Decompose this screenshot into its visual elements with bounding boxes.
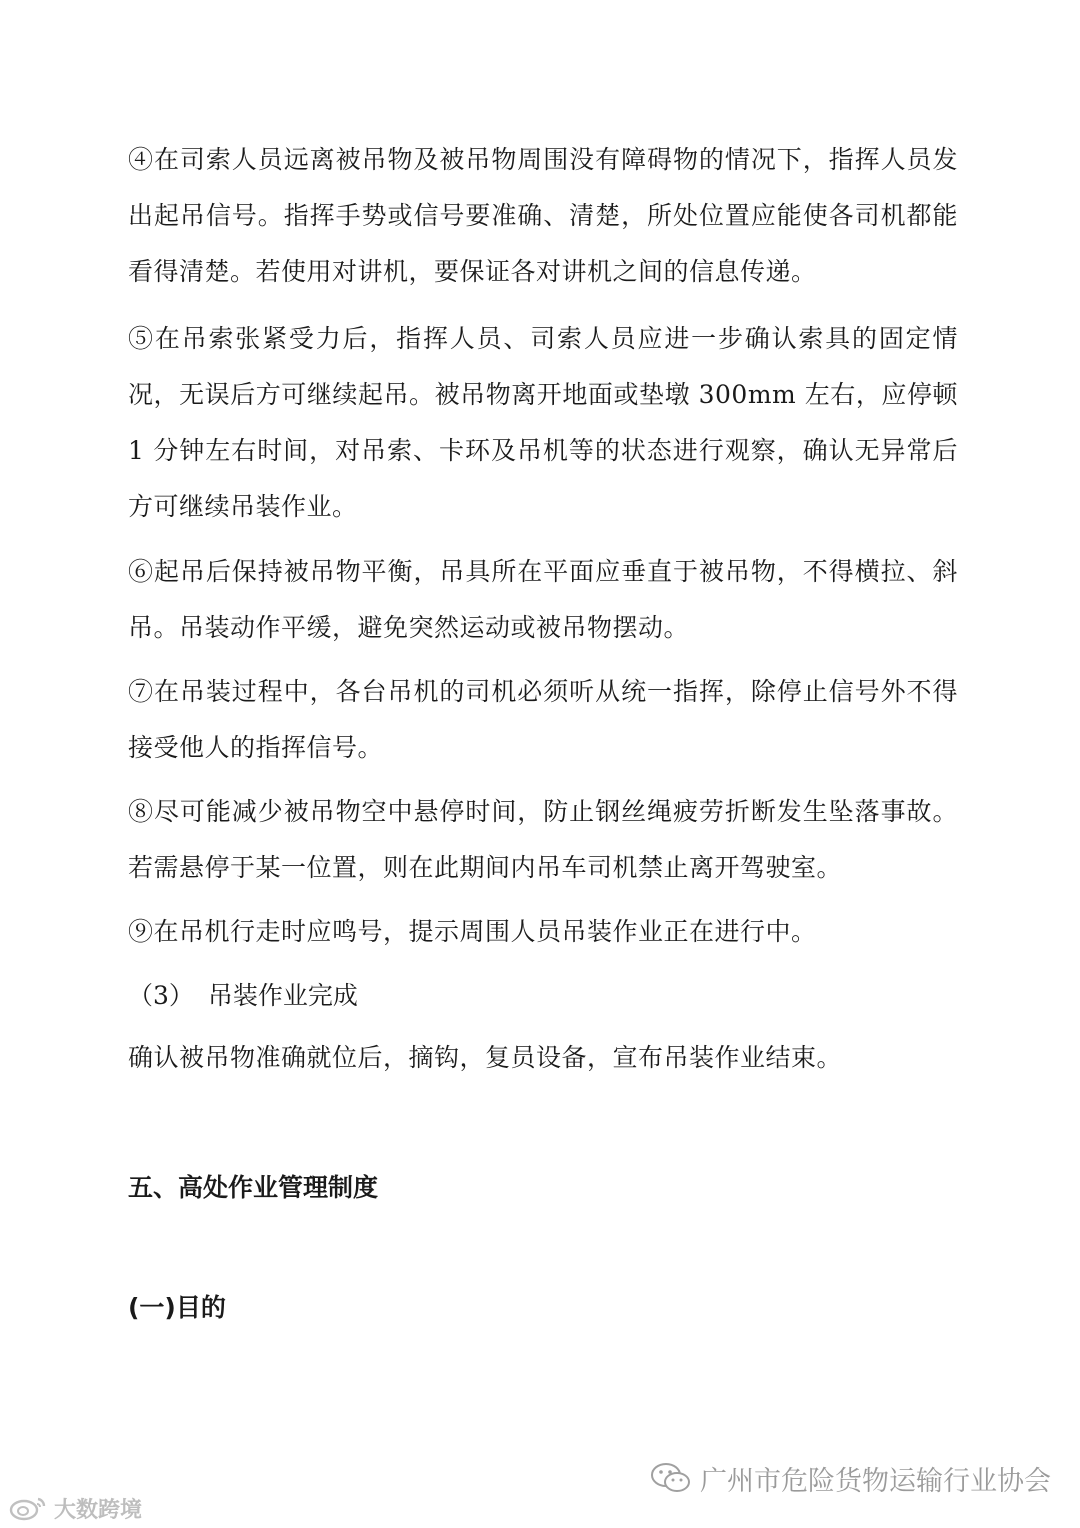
subsection-heading (128, 976, 358, 1016)
section-heading: 五、高处作业管理制度 (128, 1173, 379, 1202)
paragraph-item-4: ④在司索人员远离被吊物及被吊物周围没有障碍物的情况下，指挥人员发出起吊信号。指挥手势或信号要准确、清楚，所处位置应能使各司机都能看得清楚。若使用对讲机，要保证各对讲机之间的信息传递。 (128, 145, 958, 286)
subsection-title: 吊装作业完成 (207, 981, 358, 1010)
paragraph-item-8: ⑧尽可能减少被吊物空中悬停时间，防止钢丝绳疲劳折断发生坠落事故。若需悬停于某一位置，则在此期间内吊车司机禁止离开驾驶室。 (128, 797, 958, 882)
subsection-purpose-heading: (一)目的 (128, 1293, 226, 1322)
completion-paragraph: 确认被吊物准确就位后，摘钩，复员设备，宣布吊装作业结束。 (128, 1043, 843, 1072)
paragraph-item-7: ⑦在吊装过程中，各台吊机的司机必须听从统一指挥，除停止信号外不得接受他人的指挥信号。 (128, 677, 958, 762)
subsection-number: （3） (128, 981, 194, 1010)
wechat-icon (650, 1461, 692, 1495)
watermark-source-name: 大数跨境 (54, 1497, 143, 1523)
weibo-icon (8, 1495, 48, 1521)
paragraph-item-9: ⑨在吊机行走时应鸣号，提示周围人员吊装作业正在进行中。 (128, 917, 817, 946)
watermark-source (8, 1492, 142, 1524)
watermark-account-name: 广州市危险货物运输行业协会 (700, 1465, 1051, 1497)
paragraph-item-6: ⑥起吊后保持被吊物平衡，吊具所在平面应垂直于被吊物，不得横拉、斜吊。吊装动作平缓，避免突然运动或被吊物摆动。 (128, 557, 958, 642)
paragraph-item-5: ⑤在吊索张紧受力后，指挥人员、司索人员应进一步确认索具的固定情况，无误后方可继续起吊。被吊物离开地面或垫墩 300mm 左右，应停顿 1 分钟左右时间，对吊索、卡环及吊机等的状态进行观察，确认无异常后方可继续吊装作业。 (128, 324, 958, 521)
watermark-account (650, 1458, 1051, 1498)
